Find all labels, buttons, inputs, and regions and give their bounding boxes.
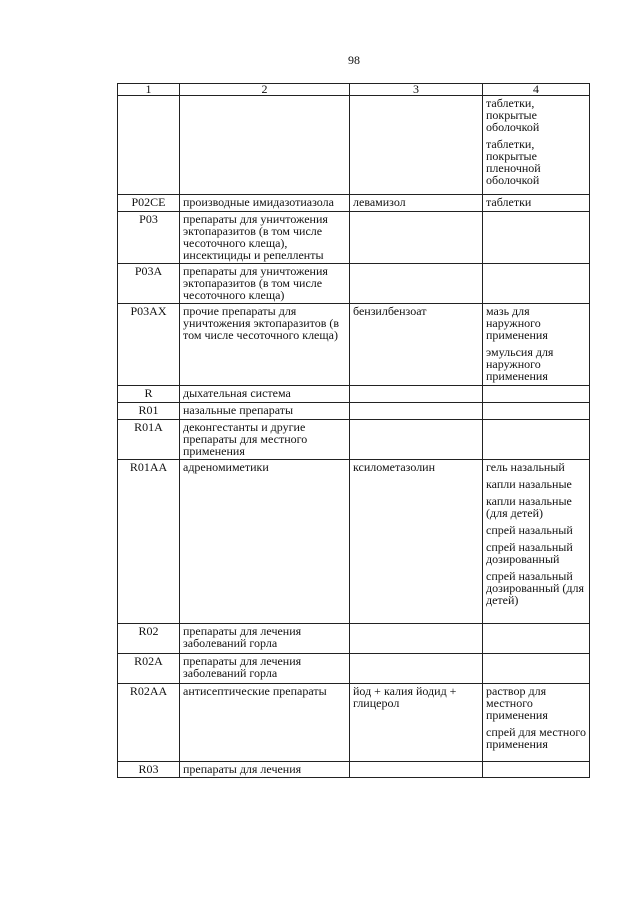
dosage-forms-cell xyxy=(483,195,590,212)
dosage-forms-cell xyxy=(483,762,590,778)
dosage-forms-cell xyxy=(483,654,590,684)
substance-cell: бензилбензоат xyxy=(350,304,483,386)
dosage-forms-cell xyxy=(483,212,590,264)
table-row xyxy=(118,96,590,195)
dosage-form: спрей назальный дозированный xyxy=(486,540,573,566)
medication-table xyxy=(117,83,590,778)
dosage-form: таблетки, покрытые пленочной оболочкой xyxy=(486,137,541,187)
table-row xyxy=(118,460,590,624)
dosage-form: гель назальный xyxy=(486,460,565,474)
pharmacological-group-cell: деконгестанты и другие препараты для местного применения xyxy=(180,420,350,460)
pharmacological-group-cell: адреномиметики xyxy=(180,460,350,624)
pharmacological-group-cell: дыхательная система xyxy=(180,386,350,403)
atc-code-cell: P03 xyxy=(118,212,180,264)
substance-cell xyxy=(350,212,483,264)
substance-cell xyxy=(350,420,483,460)
dosage-form: спрей назальный xyxy=(486,523,573,537)
dosage-form: таблетки, покрытые оболочкой xyxy=(486,96,540,134)
table-row xyxy=(118,386,590,403)
substance-cell xyxy=(350,762,483,778)
table-header-row xyxy=(118,84,590,96)
table-body xyxy=(118,84,590,778)
substance-cell xyxy=(350,624,483,654)
dosage-forms-cell xyxy=(483,460,590,624)
atc-code-cell: R01A xyxy=(118,420,180,460)
substance-cell xyxy=(350,403,483,420)
dosage-form: капли назальные xyxy=(486,477,572,491)
table-row xyxy=(118,684,590,762)
dosage-form: капли назальные (для детей) xyxy=(486,494,572,520)
atc-code-cell: P03AX xyxy=(118,304,180,386)
substance-cell xyxy=(350,386,483,403)
atc-code-cell: R02 xyxy=(118,624,180,654)
table-row xyxy=(118,420,590,460)
table-row xyxy=(118,654,590,684)
pharmacological-group-cell: препараты для лечения заболеваний горла xyxy=(180,624,350,654)
pharmacological-group-cell: назальные препараты xyxy=(180,403,350,420)
dosage-forms-cell xyxy=(483,96,590,195)
atc-code-cell: R02AA xyxy=(118,684,180,762)
pharmacological-group-cell: антисептические препараты xyxy=(180,684,350,762)
pharmacological-group-cell xyxy=(180,96,350,195)
dosage-forms-cell xyxy=(483,264,590,304)
substance-cell xyxy=(350,264,483,304)
dosage-forms-cell xyxy=(483,304,590,386)
dosage-form: спрей назальный дозированный (для детей) xyxy=(486,569,585,607)
substance-cell: ксилометазолин xyxy=(350,460,483,624)
pharmacological-group-cell: производные имидазотиазола xyxy=(180,195,350,212)
table-row xyxy=(118,212,590,264)
dosage-form: мазь для наружного применения xyxy=(486,304,548,342)
atc-code-cell: R01 xyxy=(118,403,180,420)
atc-code-cell: P02CE xyxy=(118,195,180,212)
pharmacological-group-cell: препараты для лечения xyxy=(180,762,350,778)
substance-cell xyxy=(350,654,483,684)
dosage-form: эмульсия для наружного применения xyxy=(486,345,554,383)
atc-code-cell: R02A xyxy=(118,654,180,684)
substance-cell: йод + калия йодид + глицерол xyxy=(350,684,483,762)
atc-code-cell: R xyxy=(118,386,180,403)
pharmacological-group-cell: препараты для лечения заболеваний горла xyxy=(180,654,350,684)
table-row xyxy=(118,624,590,654)
dosage-form: таблетки xyxy=(486,195,532,209)
substance-cell xyxy=(350,96,483,195)
table-row xyxy=(118,762,590,778)
dosage-forms-cell xyxy=(483,403,590,420)
column-header-1: 1 xyxy=(118,84,180,96)
dosage-forms-cell xyxy=(483,624,590,654)
dosage-form: раствор для местного применения xyxy=(486,684,548,722)
atc-code-cell: R01AA xyxy=(118,460,180,624)
column-header-4: 4 xyxy=(483,84,590,96)
dosage-forms-cell xyxy=(483,420,590,460)
dosage-forms-cell xyxy=(483,386,590,403)
pharmacological-group-cell: препараты для уничтожения эктопаразитов (в том числе чесоточного клеща) xyxy=(180,264,350,304)
atc-code-cell: R03 xyxy=(118,762,180,778)
page-number: 98 xyxy=(348,53,360,67)
column-header-3: 3 xyxy=(350,84,483,96)
pharmacological-group-cell: препараты для уничтожения эктопаразитов (в том числе чесоточного клеща), инсектициды и репелленты xyxy=(180,212,350,264)
substance-cell: левамизол xyxy=(350,195,483,212)
table-row xyxy=(118,304,590,386)
table-row xyxy=(118,403,590,420)
pharmacological-group-cell: прочие препараты для уничтожения эктопаразитов (в том числе чесоточного клеща) xyxy=(180,304,350,386)
dosage-form: спрей для местного применения xyxy=(486,725,586,751)
atc-code-cell xyxy=(118,96,180,195)
table-row xyxy=(118,264,590,304)
column-header-2: 2 xyxy=(180,84,350,96)
table-row xyxy=(118,195,590,212)
dosage-forms-cell xyxy=(483,684,590,762)
atc-code-cell: P03A xyxy=(118,264,180,304)
